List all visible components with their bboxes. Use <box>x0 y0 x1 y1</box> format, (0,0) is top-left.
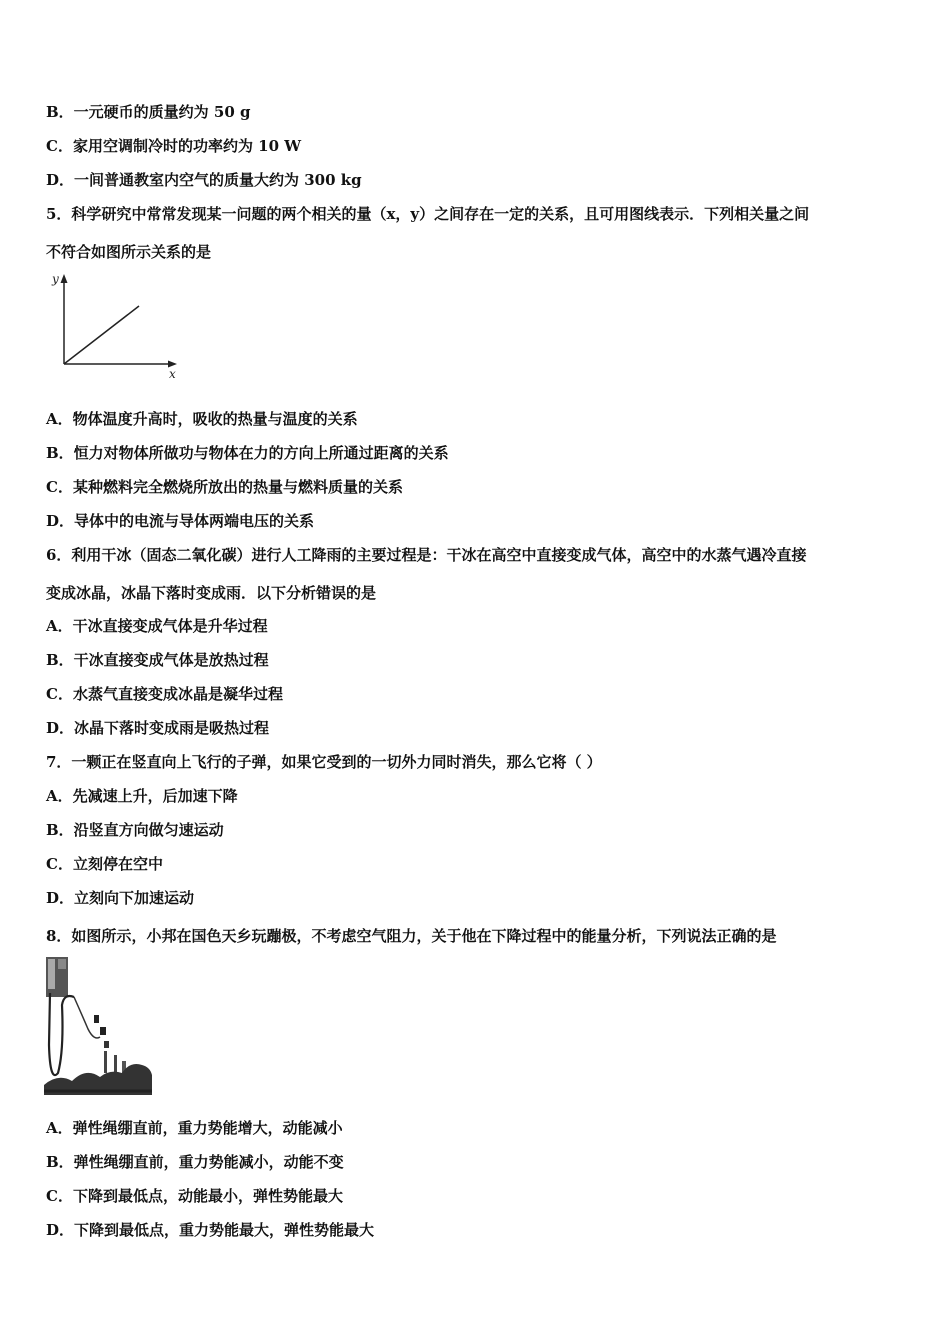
q5-option-a: A．物体温度升高时，吸收的热量与温度的关系 <box>46 410 358 428</box>
linear-graph <box>44 270 184 382</box>
question-5-stem-1: 5．科学研究中常常发现某一问题的两个相关的量（x，y）之间存在一定的关系，且可用图线表示．下列相关量之间 <box>46 205 810 223</box>
line-d-air-mass: D．一间普通教室内空气的质量大约为 300 kg <box>46 171 362 189</box>
q7-option-b: B．沿竖直方向做匀速运动 <box>46 821 224 839</box>
question-8-stem: 8．如图所示，小邦在国色天乡玩蹦极，不考虑空气阻力，关于他在下降过程中的能量分析，下列说法正确的是 <box>46 927 777 945</box>
q6-option-c: C．水蒸气直接变成冰晶是凝华过程 <box>46 685 283 703</box>
q6-option-b: B．干冰直接变成气体是放热过程 <box>46 651 269 669</box>
q6-option-d: D．冰晶下落时变成雨是吸热过程 <box>46 719 270 737</box>
q7-option-c: C．立刻停在空中 <box>46 855 163 873</box>
q8-option-a: A．弹性绳绷直前，重力势能增大，动能减小 <box>46 1119 343 1137</box>
question-6-stem-2: 变成冰晶，冰晶下落时变成雨．以下分析错误的是 <box>46 584 377 602</box>
q8-option-d: D．下降到最低点，重力势能最大，弹性势能最大 <box>46 1221 375 1239</box>
q5-option-c: C．某种燃料完全燃烧所放出的热量与燃料质量的关系 <box>46 478 403 496</box>
line-c-aircon: C．家用空调制冷时的功率约为 10 W <box>46 137 302 155</box>
q5-option-b: B．恒力对物体所做功与物体在力的方向上所通过距离的关系 <box>46 444 449 462</box>
question-7-stem: 7．一颗正在竖直向上飞行的子弹，如果它受到的一切外力同时消失，那么它将（ ） <box>46 753 602 771</box>
proportional-line <box>64 306 139 364</box>
q8-option-b: B．弹性绳绷直前，重力势能减小，动能不变 <box>46 1153 344 1171</box>
line-b-coin: B．一元硬币的质量约为 50 g <box>46 103 251 121</box>
x-axis-label: x <box>169 367 176 381</box>
y-axis-arrow <box>61 274 68 283</box>
question-5-stem-2: 不符合如图所示关系的是 <box>46 243 212 261</box>
q7-option-d: D．立刻向下加速运动 <box>46 889 195 907</box>
q5-option-d: D．导体中的电流与导体两端电压的关系 <box>46 512 315 530</box>
question-6-stem-1: 6．利用干冰（固态二氧化碳）进行人工降雨的主要过程是：干冰在高空中直接变成气体，高空中的水蒸气遇冷直接 <box>46 546 807 564</box>
q6-option-a: A．干冰直接变成气体是升华过程 <box>46 617 268 635</box>
bungee-jump-photo <box>44 955 152 1095</box>
y-axis-label: y <box>52 272 59 286</box>
q8-option-c: C．下降到最低点，动能最小，弹性势能最大 <box>46 1187 343 1205</box>
q7-option-a: A．先减速上升，后加速下降 <box>46 787 238 805</box>
